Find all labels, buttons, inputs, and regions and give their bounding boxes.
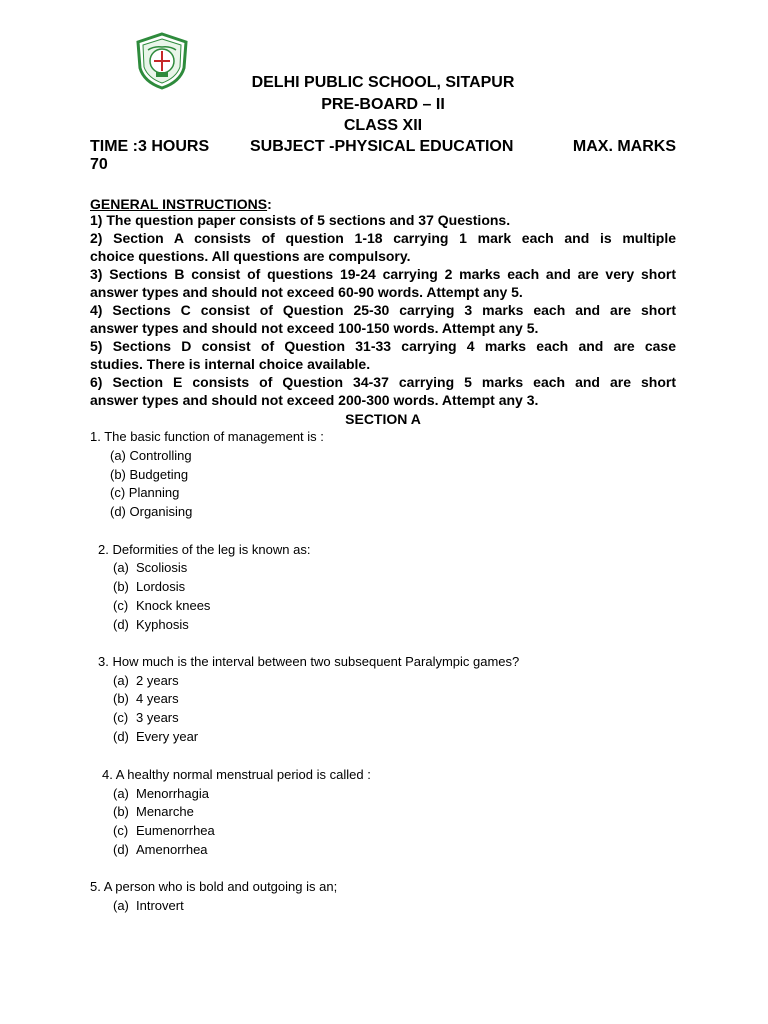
option-2d: (d) Kyphosis xyxy=(113,617,189,632)
section-title: SECTION A xyxy=(345,411,421,427)
option-4b: (b) Menarche xyxy=(113,804,194,819)
question-2: 2. Deformities of the leg is known as: xyxy=(98,542,311,557)
instruction-1: 1) The question paper consists of 5 sections and 37 Questions. xyxy=(90,212,511,228)
option-3a: (a) 2 years xyxy=(113,673,179,688)
option-1d: (d) Organising xyxy=(110,504,193,519)
instruction-5: 5) Sections D consist of Question 31-33 carrying 4 marks each and are case studies. There is internal choice available. xyxy=(90,338,676,372)
time-label: TIME :3 HOURS xyxy=(90,138,210,155)
instruction-6: 6) Section E consists of Question 34-37 carrying 5 marks each and are short answer types and should not exceed 200-300 words. Attempt any 3. xyxy=(90,374,676,408)
instruction-2: 2) Section A consists of question 1-18 carrying 1 mark each and is multiple choice questions. All questions are compulsory. xyxy=(90,230,676,264)
option-1a: (a) Controlling xyxy=(110,448,192,463)
option-4d: (d) Amenorrhea xyxy=(113,842,208,857)
option-5a: (a) Introvert xyxy=(113,898,184,913)
option-2a: (a) Scoliosis xyxy=(113,560,188,575)
option-3b: (b) 4 years xyxy=(113,691,179,706)
question-5: 5. A person who is bold and outgoing is an; xyxy=(90,879,338,894)
option-4a: (a) Menorrhagia xyxy=(113,786,209,801)
question-1: 1. The basic function of management is : xyxy=(90,429,324,444)
option-2c: (c) Knock knees xyxy=(113,598,211,613)
exam-name: PRE-BOARD – II xyxy=(321,96,445,113)
marks-value: 70 xyxy=(90,156,108,173)
option-1b: (b) Budgeting xyxy=(110,467,189,482)
option-3c: (c) 3 years xyxy=(113,710,179,725)
class-name: CLASS XII xyxy=(343,117,423,134)
question-4: 4. A healthy normal menstrual period is called : xyxy=(102,767,371,782)
option-4c: (c) Eumenorrhea xyxy=(113,823,215,838)
instructions-title: GENERAL INSTRUCTIONS: xyxy=(90,196,272,212)
marks-label: MAX. MARKS xyxy=(572,138,676,155)
school-name: DELHI PUBLIC SCHOOL, SITAPUR xyxy=(251,74,515,91)
option-1c: (c) Planning xyxy=(110,485,180,500)
question-3: 3. How much is the interval between two subsequent Paralympic games? xyxy=(98,654,520,669)
option-3d: (d) Every year xyxy=(113,729,199,744)
subject-label: SUBJECT -PHYSICAL EDUCATION xyxy=(250,138,514,155)
instruction-3: 3) Sections B consist of questions 19-24 carrying 2 marks each and are very short answer types and should not exceed 60-90 words. Attempt any 5. xyxy=(90,266,676,300)
option-2b: (b) Lordosis xyxy=(113,579,186,594)
instruction-4: 4) Sections C consist of Question 25-30 carrying 3 marks each and are short answer types and should not exceed 100-150 words. Attempt any 5. xyxy=(90,302,676,336)
